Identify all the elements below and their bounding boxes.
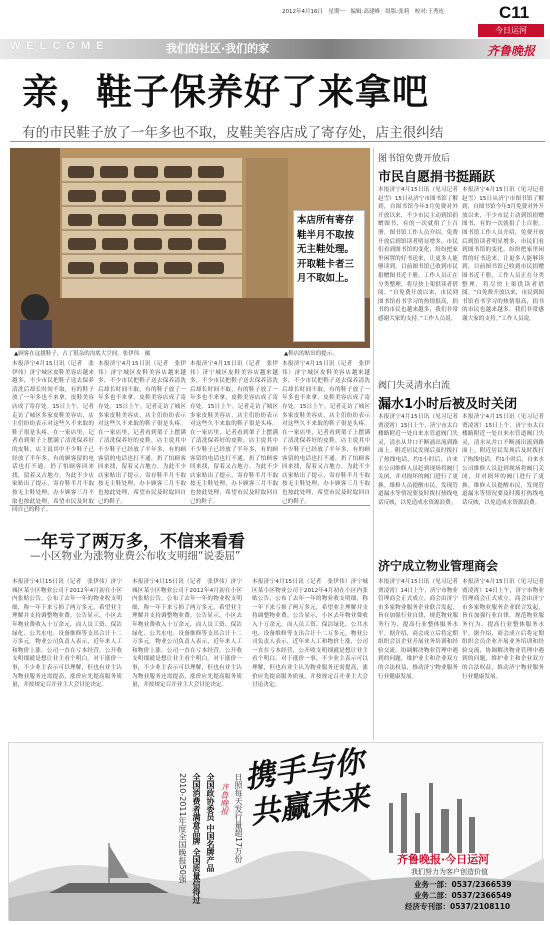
article-mid-col-2: 本报济宁4月15日讯（记者 张伊伟）济宁城区某小区物业公司于2012年4月初在小区内张贴公告，公布了去年一年的物业收支明细，称一年下来亏损了两万多元，希望业主理解并支持调整物业费。公告显示，小区去年物业费收入十万余元，而人员工资、保洁绿化、公共水电、设备维修等支出合计十二万多元。物业公司负责人表示，近年来人工和物价上涨，公司一直在亏本经营，公开收支明细就是想让业主看个明白。对于涨价一事，不少业主表示可以理解，但也有业主认为物业服务还需提高，涨价应先提高服务质量，并按规定召开业主大会讨论决定。 <box>132 579 242 689</box>
right-divider <box>373 148 374 740</box>
article-right1-kicker: 图书馆免费开放后 <box>378 154 451 164</box>
article-right2-col-1: 本报济宁4月15日讯（见习记者 贾凌霄）15日上午，济宁市太白楼路附近一处自来水管道阀门失灵，清水从井口不断涌出流到路面上。附近居民发现后及时拨打了热线电话，约1小时后，自来水公司维修人员赶到现场将阀门关闭，并对损坏的阀门进行了更换。维修人员提醒市民，发现管道漏水等情况要及时拨打热线电话反映，以免造成水资源浪费。 <box>378 414 464 506</box>
lead-body-col-4: 本报济宁4月15日讯（记者 张伊伟）济宁城区皮鞋美容店越来越多，不少市民把鞋子送去保养清洗后却长时间不取，有的鞋子放了一年多也不来拿，皮鞋美容店成了寄存处。15日上午，记者走访了城区多家皮鞋美容店，店主们纷纷表示对这些久不来取的鞋子很是头疼。在一家店里，记者看到架子上摆满了清洗保养好的皮鞋，店主说其中不少鞋子已经放了半年多，有的顾客留的电话也打不通，扔了怕顾客回来找，留着又占地方。为此不少店家贴出了提示，寄存鞋半月不取按无主鞋处理，办卡顾客三月不取也按此处理，希望市民及时取回自己的鞋子。 <box>282 361 370 505</box>
page-number: C11 <box>499 3 530 22</box>
lead-title: 亲，鞋子保养好了来拿吧 <box>22 72 430 113</box>
ad-logo-small: 齐鲁晚报 <box>220 783 229 815</box>
article-right2-kicker: 阀门失灵清水白流 <box>378 381 451 391</box>
article-right2-title: 漏水1小时后被及时关闭 <box>378 397 518 412</box>
lead-body-col-3: 本报济宁4月15日讯（记者 张伊伟）济宁城区皮鞋美容店越来越多，不少市民把鞋子送去保养清洗后却长时间不取，有的鞋子放了一年多也不来拿，皮鞋美容店成了寄存处。15日上午，记者走访了城区多家皮鞋美容店，店主们纷纷表示对这些久不来取的鞋子很是头疼。在一家店里，记者看到架子上摆满了清洗保养好的皮鞋，店主说其中不少鞋子已经放了半年多，有的顾客留的电话也打不通，扔了怕顾客回来找，留着又占地方。为此不少店家贴出了提示，寄存鞋半月不取按无主鞋处理，办卡顾客三月不取也按此处理，希望市民及时取回自己的鞋子。 <box>190 361 278 505</box>
article-br-title: 济宁成立物业管理商会 <box>378 559 499 573</box>
title-rule <box>10 141 545 142</box>
article-right1-title: 市民自愿捐书挺踊跃 <box>378 170 496 185</box>
article-mid-col-3: 本报济宁4月15日讯（记者 张伊伟）济宁城区某小区物业公司于2012年4月初在小区内张贴公告，公布了去年一年的物业收支明细，称一年下来亏损了两万多元，希望业主理解并支持调整物业费。公告显示，小区去年物业费收入十万余元，而人员工资、保洁绿化、公共水电、设备维修等支出合计十二万多元。物业公司负责人表示，近年来人工和物价上涨，公司一直在亏本经营，公开收支明细就是想让业主看个明白。对于涨价一事，不少业主表示可以理解，但也有业主认为物业服务还需提高，涨价应先提高服务质量，并按规定召开业主大会讨论决定。 <box>252 579 368 689</box>
article-mid-subtitle: —小区物业为涨物业费公布收支明细“说委屈” <box>30 550 241 562</box>
ad-vertical-4: 2010-2011年度全国晚报50强 <box>178 773 187 883</box>
ad-vertical-3: 日照每天发行量超17万份 <box>234 773 243 864</box>
photo-caption-right: ▲鞋店的贴出的提示。 <box>284 351 338 357</box>
newspaper-logo: 齐鲁晚报 <box>487 44 536 58</box>
ad-phone-2: 业务二部：0537/2366549 <box>414 891 512 900</box>
article-br-col-2: 本报济宁4月15日讯（见习记者 贾凌霄）14日上午，济宁市物业管理商会正式成立。商会由济宁市多家物业服务企业联合发起，旨在加强行业自律，规范物业服务行为，提高行业整体服务水平。据介绍，商会成立后将定期组织会员企业开展业务培训和经验交流，协调解决物业管理中遇到的问题，维护业主和企业双方的合法权益，推动济宁物业服务行业健康发展。 <box>462 579 550 680</box>
ad-vertical-1: 全国政协委员 中国名牌产品 <box>206 773 215 872</box>
lead-body-col-1: 本报济宁4月15日讯（记者 张伊伟）济宁城区皮鞋美容店越来越多，不少市民把鞋子送去保养清洗后却长时间不取，有的鞋子放了一年多也不来拿，皮鞋美容店成了寄存处。15日上午，记者走访了城区多家皮鞋美容店，店主们纷纷表示对这些久不来取的鞋子很是头疼。在一家店里，记者看到架子上摆满了清洗保养好的皮鞋，店主说其中不少鞋子已经放了半年多，有的顾客留的电话也打不通，扔了怕顾客回来找，留着又占地方。为此不少店家贴出了提示，寄存鞋半月不取按无主鞋处理，办卡顾客三月不取也按此处理，希望市民及时取回自己的鞋子。 <box>12 361 94 514</box>
lead-subtitle: 有的市民鞋子放了一年多也不取，皮鞋美容店成了寄存处，店主很纠结 <box>22 125 444 141</box>
ad-phone-1: 业务一部：0537/2366539 <box>414 880 512 889</box>
article-right1-col-2: 本报济宁4月15日讯（见习记者 赵雪）15日从济宁市图书馆了解到，自图书馆今年3月免费对外开放以来，不少市民主动到馆捐赠图书，有的一次就捐了上百册。图书馆工作人员介绍，免费开放后到馆读者明显增多，市民们看到图书馆的变化，纷纷把家里闲置的好书送来，让更多人能够读到。目前图书馆已收到市民捐赠图书近千册，工作人员正在分类整理，将尽快上架供读者借阅。“自免费开放以来，市民到图书馆看书学习的热情很高，捐书的市民也越来越多，我们非常感谢大家的支持。”工作人员说。 <box>462 187 550 322</box>
photo-sign-text: 本店所有寄存鞋半月不取按无主鞋处理。开取鞋卡者三月不取如上。 <box>297 215 355 284</box>
article-right2-col-2: 本报济宁4月15日讯（见习记者 贾凌霄）15日上午，济宁市太白楼路附近一处自来水管道阀门失灵，清水从井口不断涌出流到路面上。附近居民发现后及时拨打了热线电话，约1小时后，自来水公司维修人员赶到现场将阀门关闭，并对损坏的阀门进行了更换。维修人员提醒市民，发现管道漏水等情况要及时拨打热线电话反映，以免造成水资源浪费。 <box>462 414 550 506</box>
photo-caption-left: ▲顾客在这挑鞋子，占了很杂的沟底大空间。张伊伟 摄 <box>14 351 151 357</box>
lead-photo <box>10 148 370 348</box>
lead-body-col-2: 本报济宁4月15日讯（记者 张伊伟）济宁城区皮鞋美容店越来越多，不少市民把鞋子送去保养清洗后却长时间不取，有的鞋子放了一年多也不来拿，皮鞋美容店成了寄存处。15日上午，记者走访了城区多家皮鞋美容店，店主们纷纷表示对这些久不来取的鞋子很是头疼。在一家店里，记者看到架子上摆满了清洗保养好的皮鞋，店主说其中不少鞋子已经放了半年多，有的顾客留的电话也打不通，扔了怕顾客回来找，留着又占地方。为此不少店家贴出了提示，寄存鞋半月不取按无主鞋处理，办卡顾客三月不取也按此处理，希望市民及时取回自己的鞋子。 <box>98 361 186 505</box>
community-title: 我们的社区·我们的家 <box>166 42 270 55</box>
article-right1-col-1: 本报济宁4月15日讯（见习记者 赵雪）15日从济宁市图书馆了解到，自图书馆今年3月免费对外开放以来，不少市民主动到馆捐赠图书，有的一次就捐了上百册。图书馆工作人员介绍，免费开放后到馆读者明显增多，市民们看到图书馆的变化，纷纷把家里闲置的好书送来，让更多人能够读到。目前图书馆已收到市民捐赠图书近千册，工作人员正在分类整理，将尽快上架供读者借阅。“自免费开放以来，市民到图书馆看书学习的热情很高，捐书的市民也越来越多，我们非常感谢大家的支持。”工作人员说。 <box>378 187 464 322</box>
section-tab: 今日运河 <box>478 24 544 37</box>
ad-slogan: 我们努力为客户创造价值 <box>411 868 488 876</box>
article-mid-col-1: 本报济宁4月15日讯（记者 张伊伟）济宁城区某小区物业公司于2012年4月初在小区内张贴公告，公布了去年一年的物业收支明细，称一年下来亏损了两万多元，希望业主理解并支持调整物业费。公告显示，小区去年物业费收入十万余元，而人员工资、保洁绿化、公共水电、设备维修等支出合计十二万多元。物业公司负责人表示，近年来人工和物价上涨，公司一直在亏本经营，公开收支明细就是想让业主看个明白。对于涨价一事，不少业主表示可以理解，但也有业主认为物业服务还需提高，涨价应先提高服务质量，并按规定召开业主大会讨论决定。 <box>12 579 122 689</box>
ad-phone-3: 经济专刊部：0537/2108110 <box>405 902 511 911</box>
article-mid-title: 一年亏了两万多，不信来看看 <box>24 532 245 552</box>
ad-block <box>8 742 543 920</box>
welcome-text: WELCOME <box>10 40 110 52</box>
ad-calligraphy: 携手与你 共赢未来 <box>242 744 372 832</box>
ad-vertical-2: 全国消费者满意品牌 全国质量信得过 <box>192 773 201 904</box>
article-br-col-1: 本报济宁4月15日讯（见习记者 贾凌霄）14日上午，济宁市物业管理商会正式成立。商会由济宁市多家物业服务企业联合发起，旨在加强行业自律，规范物业服务行为，提高行业整体服务水平。据介绍，商会成立后将定期组织会员企业开展业务培训和经验交流，协调解决物业管理中遇到的问题，维护业主和企业双方的合法权益，推动济宁物业服务行业健康发展。 <box>378 579 464 680</box>
ad-brand: 齐鲁晚报·今日运河 <box>397 853 490 866</box>
header-date-line: 2012年4月16日 星期一 编辑:高建峰 组版:张莉 校对:王秀连 <box>282 9 445 15</box>
section-rule <box>10 505 370 506</box>
